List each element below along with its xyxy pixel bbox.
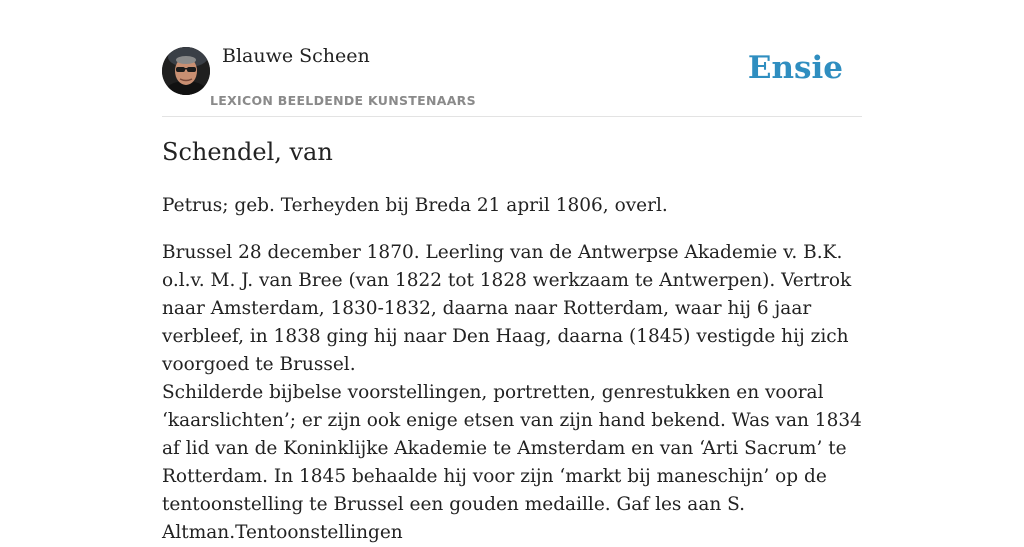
article-paragraph: Schilderde bijbelse voorstellingen, portretten, genrestukken en vooral ‘kaarslichten’; er zijn ook enige etsen van zijn hand bekend. Was van 1834 af lid van de Koninklijke Akademie te Amsterdam en van ‘Arti Sacrum’ te Rotterdam. In 1845 behaalde hij voor zijn ‘markt bij maneschijn’ op de tentoonstelling te Brussel een gouden medaille. Gaf les aan S. Altman.Tentoonstellingen [162,382,862,543]
article-title: Schendel, van [162,138,333,166]
article-paragraph: Brussel 28 december 1870. Leerling van de Antwerpse Akademie v. B.K. o.l.v. M. J. van Bree (van 1822 tot 1828 werkzaam te Antwerpen). Vertrok naar Amsterdam, 1830-1832, daarna naar Rotterdam, waar hij 6 jaar verbleef, in 1838 ging hij naar Den Haag, daarna (1845) vestigde hij zich voorgoed te Brussel. [162,242,852,375]
author-name[interactable]: Blauwe Scheen [222,45,370,67]
avatar-image [162,47,210,95]
ensie-logo[interactable]: Ensie [747,50,843,86]
avatar[interactable] [162,47,210,95]
article-header [162,0,862,117]
article-paragraph: Petrus; geb. Terheyden bij Breda 21 april 1806, overl. [162,195,668,216]
collection-label[interactable]: LEXICON BEELDENDE KUNSTENAARS [210,93,476,108]
page-container [162,0,862,543]
